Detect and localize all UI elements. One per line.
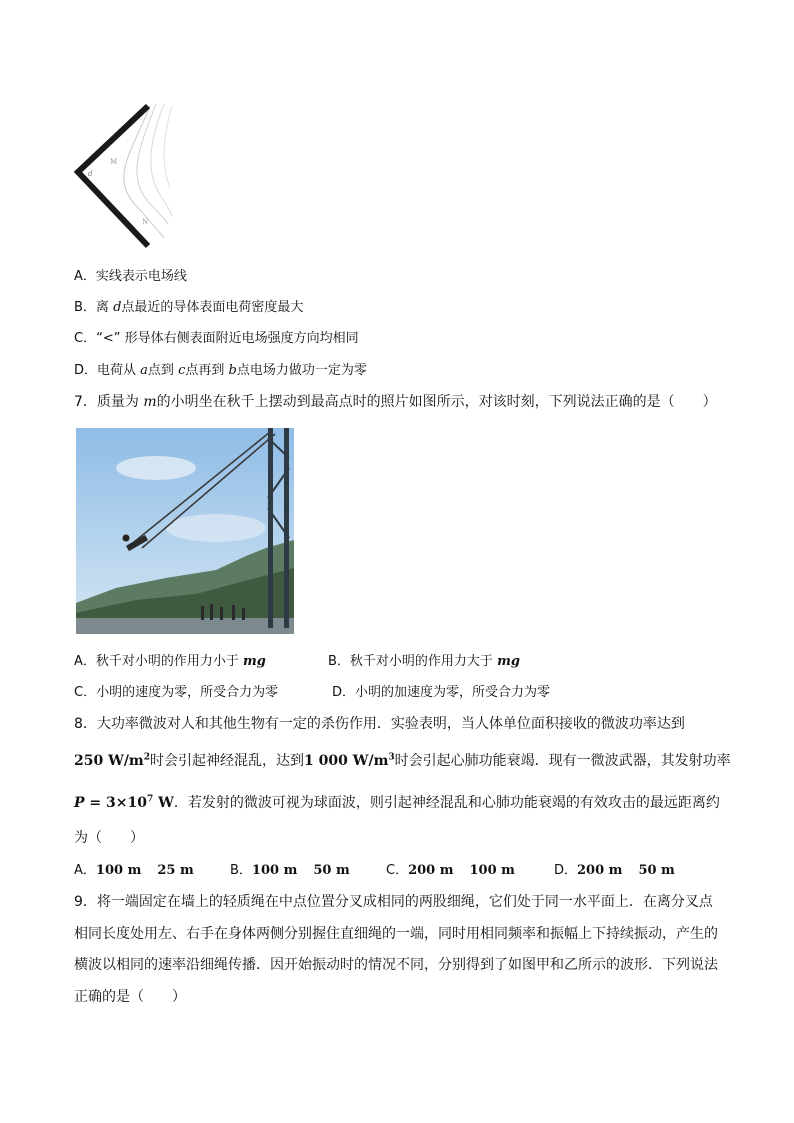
q8-line2: 250 $W/m^2$时会引起神经混乱，达到1 000 $W/m^3$时会引起心肺功能衰竭．现有一微波武器，其发射功率 [74,752,731,769]
q9-line3: 横波以相同的速率沿细绳传播．因开始振动时的情况不同，分别得到了如图甲和乙所示的波形．下列说法 [74,957,718,973]
q8-line4: 为（ ） [74,830,144,846]
q7-option-a: A．秋千对小明的作用力小于 mg [74,654,266,669]
conductor-figure [68,100,188,255]
q8-line3: $P = 3\times 10^7$ W．若发射的微波可视为球面波，则引起神经混乱和心肺功能衰竭的有效攻击的最远距离约 [74,794,720,811]
q9-line2: 相同长度处用左、右手在身体两侧分别握住直细绳的一端，同时用相同频率和振幅上下持续振动，产生的 [74,926,718,942]
q6-option-a: A．实线表示电场线 [74,269,187,284]
q8-option-b: B．100 m 50 m [230,863,350,878]
q7-option-c: C．小明的速度为零，所受合力为零 [74,685,279,700]
label-d: d [88,170,93,178]
q6-option-c: C．“<” 形导体右侧表面附近电场强度方向均相同 [74,331,359,346]
q7-option-b: B．秋千对小明的作用力大于 mg [328,654,520,669]
q8-option-a: A．100 m 25 m [74,863,194,878]
q8-option-d: D．200 m 50 m [554,863,675,878]
q9-line4: 正确的是（ ） [74,989,186,1005]
swing-photo [76,428,294,634]
q8-line1: 8．大功率微波对人和其他生物有一定的杀伤作用．实验表明，当人体单位面积接收的微波功率达到 [74,716,685,732]
q7-option-d: D．小明的加速度为零，所受合力为零 [332,685,551,700]
q7-stem: 7．质量为 m的小明坐在秋千上摆动到最高点时的照片如图所示，对该时刻，下列说法正确的是（ ） [74,394,717,410]
label-n: N [142,218,149,226]
q9-line1: 9．将一端固定在墙上的轻质绳在中点位置分叉成相同的两股细绳，它们处于同一水平面上．在离分叉点 [74,894,713,910]
label-m: M [110,158,118,166]
q6-option-b: B．离 d点最近的导体表面电荷密度最大 [74,300,304,315]
q6-option-d: D．电荷从 a点到 c点再到 b点电场力做功一定为零 [74,363,367,378]
q8-option-c: C．200 m 100 m [386,863,515,878]
